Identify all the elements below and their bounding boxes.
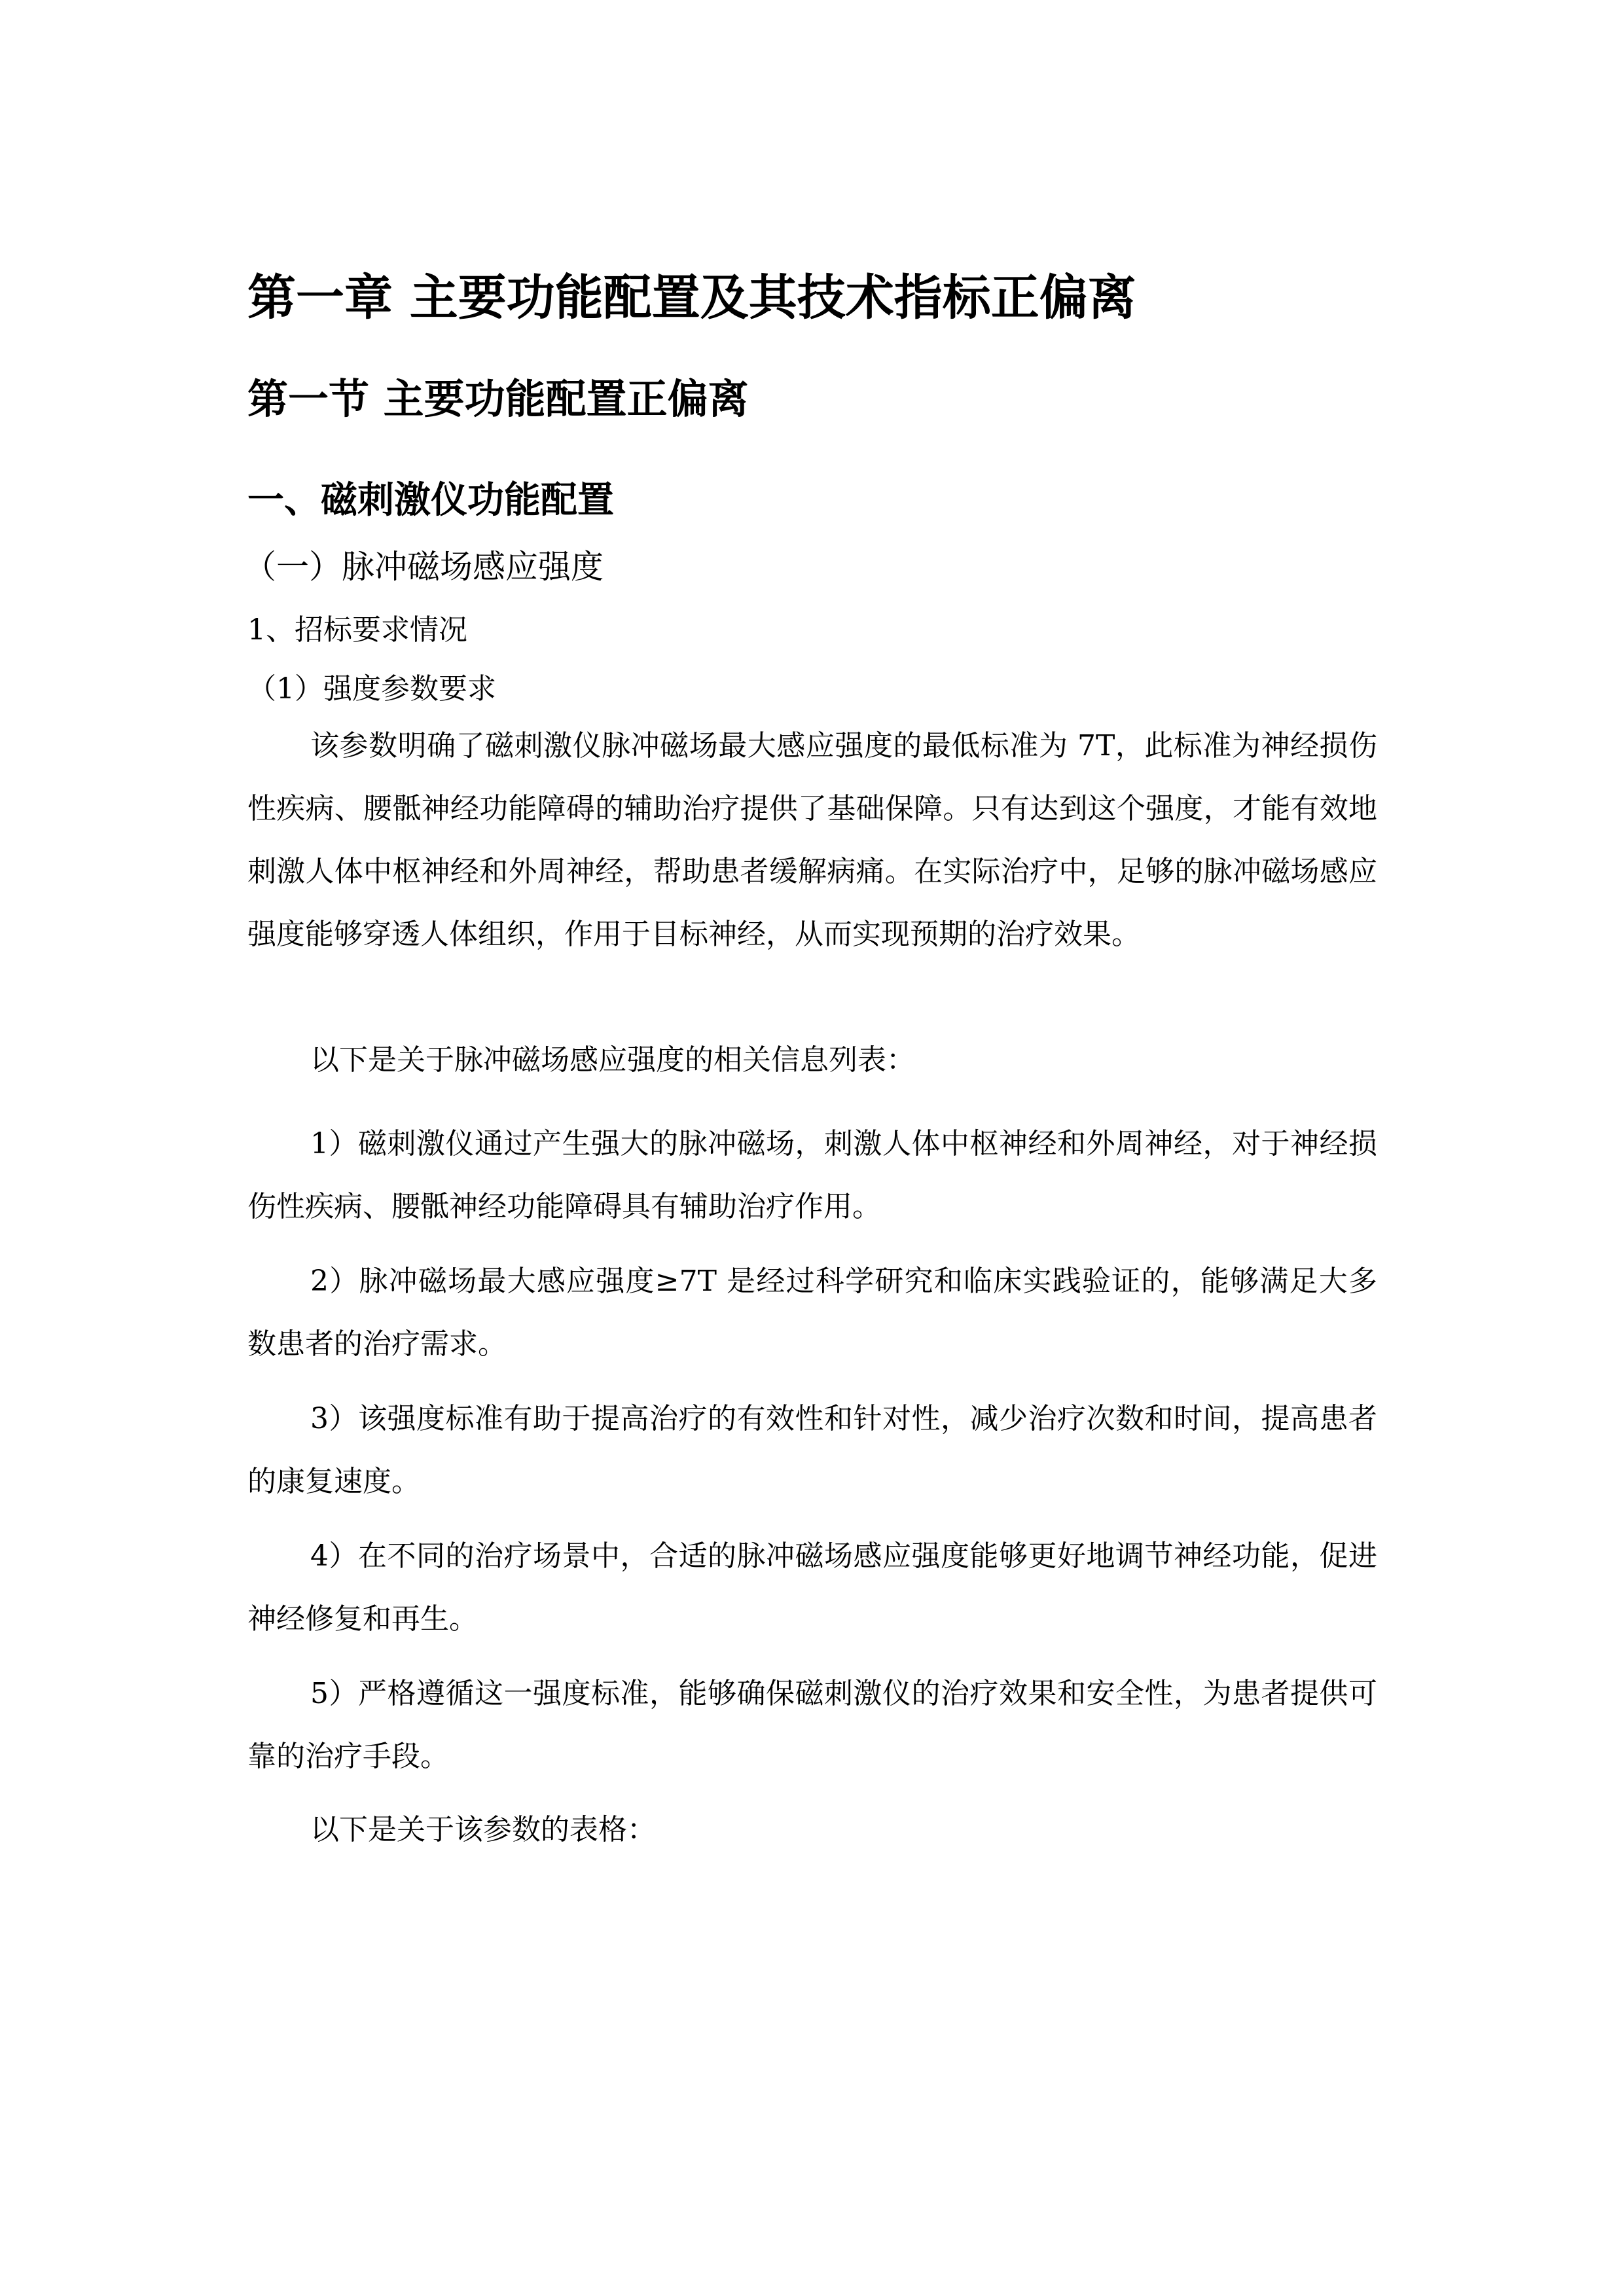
list-intro-paragraph: 以下是关于脉冲磁场感应强度的相关信息列表： bbox=[310, 1043, 915, 1077]
section-title: 第一节 主要功能配置正偏离 bbox=[247, 375, 749, 423]
sub-sub-item-title: （1）强度参数要求 bbox=[247, 672, 496, 706]
list-item: 2）脉冲磁场最大感应强度≥7T 是经过科学研究和临床实践验证的，能够满足大多数患者的治疗需求。 bbox=[247, 1265, 1377, 1361]
sub-item-title: 1、招标要求情况 bbox=[247, 613, 467, 647]
chapter-title: 第一章 主要功能配置及其技术指标正偏离 bbox=[247, 270, 1136, 326]
body-paragraph: 该参数明确了磁刺激仪脉冲磁场最大感应强度的最低标准为 7T，此标准为神经损伤性疾病、腰骶神经功能障碍的辅助治疗提供了基础保障。只有达到这个强度，才能有效地刺激人体中枢神经和外周神经，帮助患者缓解病痛。在实际治疗中，足够的脉冲磁场感应强度能够穿透人体组织，作用于目标神经，从而实现预期的治疗效果。 bbox=[247, 729, 1377, 951]
list-item: 5）严格遵循这一强度标准，能够确保磁刺激仪的治疗效果和安全性，为患者提供可靠的治疗手段。 bbox=[247, 1677, 1377, 1773]
list-item: 1）磁刺激仪通过产生强大的脉冲磁场，刺激人体中枢神经和外周神经，对于神经损伤性疾病、腰骶神经功能障碍具有辅助治疗作用。 bbox=[247, 1127, 1377, 1223]
list-item: 4）在不同的治疗场景中，合适的脉冲磁场感应强度能够更好地调节神经功能，促进神经修复和再生。 bbox=[247, 1539, 1377, 1636]
item-title: （一）脉冲磁场感应强度 bbox=[244, 548, 604, 586]
subsection-title: 一、磁刺激仪功能配置 bbox=[247, 479, 614, 522]
table-intro-paragraph: 以下是关于该参数的表格： bbox=[310, 1813, 656, 1846]
list-item: 3）该强度标准有助于提高治疗的有效性和针对性，减少治疗次数和时间，提高患者的康复速度。 bbox=[247, 1402, 1377, 1498]
